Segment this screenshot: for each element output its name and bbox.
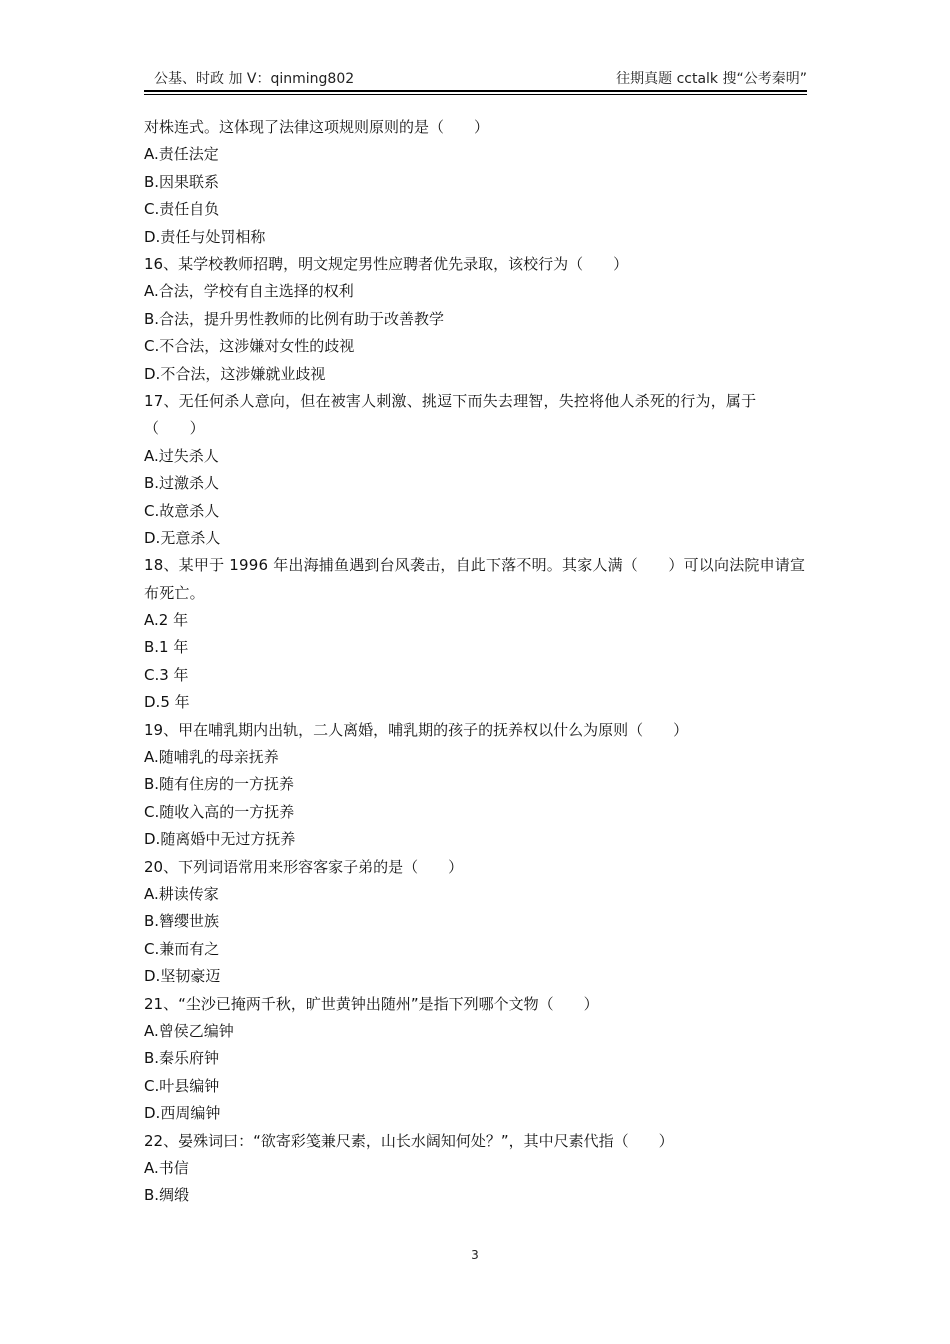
option-line: B.秦乐府钟 [144, 1049, 220, 1068]
option-line: C.故意杀人 [144, 501, 220, 520]
option-line: B.过激杀人 [144, 474, 220, 493]
option-line: B.簪缨世族 [144, 912, 220, 931]
header-rule-thin [144, 94, 807, 95]
question-21: 21、“尘沙已掩两千秋，旷世黄钟出随州”是指下列哪个文物（ ） [144, 994, 599, 1013]
option-line: B.因果联系 [144, 172, 220, 191]
option-line: B.随有住房的一方抚养 [144, 775, 295, 794]
option-line: C.不合法，这涉嫌对女性的歧视 [144, 337, 355, 356]
header-rule-thick [144, 90, 807, 92]
option-line: C.3 年 [144, 665, 189, 684]
question-17: 17、无任何杀人意向，但在被害人刺激、挑逗下而失去理智，失控将他人杀死的行为，属于（ ） [144, 391, 757, 438]
option-line: D.随离婚中无过方抚养 [144, 830, 296, 849]
option-line: A.过失杀人 [144, 446, 219, 465]
option-line: B.合法，提升男性教师的比例有助于改善教学 [144, 309, 445, 328]
page-header [144, 68, 807, 90]
option-line: A.书信 [144, 1158, 189, 1177]
option-line: A.合法，学校有自主选择的权利 [144, 282, 354, 301]
option-line: A.随哺乳的母亲抚养 [144, 748, 279, 767]
option-line: D.坚韧豪迈 [144, 967, 221, 986]
option-line: A.曾侯乙编钟 [144, 1021, 234, 1040]
text-line: 对株连式。这体现了法律这项规则原则的是（ ） [144, 118, 490, 136]
option-line: D.西周编钟 [144, 1104, 221, 1123]
option-line: D.不合法，这涉嫌就业歧视 [144, 364, 326, 383]
question-22: 22、晏殊词曰：“欲寄彩笺兼尺素，山长水阔知何处？”，其中尺素代指（ ） [144, 1131, 674, 1150]
option-line: D.无意杀人 [144, 528, 221, 547]
option-line: B.绸缎 [144, 1186, 190, 1205]
question-20: 20、下列词语常用来形容客家子弟的是（ ） [144, 857, 464, 876]
option-line: D.责任与处罚相称 [144, 227, 266, 246]
option-line: A.责任法定 [144, 145, 219, 164]
option-line: C.随收入高的一方抚养 [144, 802, 295, 821]
header-left-text: 公基、时政 加 V：qinming802 [154, 71, 355, 87]
option-line: C.责任自负 [144, 200, 220, 219]
question-16: 16、某学校教师招聘，明文规定男性应聘者优先录取，该校行为（ ） [144, 254, 629, 273]
header-right-text: 往期真题 cctalk 搜“公考秦明” [616, 71, 807, 87]
option-line: C.兼而有之 [144, 939, 220, 958]
option-line: D.5 年 [144, 693, 190, 712]
option-line: A.耕读传家 [144, 885, 219, 903]
question-19: 19、甲在哺乳期内出轨，二人离婚，哺乳期的孩子的抚养权以什么为原则（ ） [144, 720, 689, 739]
option-line: A.2 年 [144, 611, 189, 630]
option-line: C.叶县编钟 [144, 1076, 220, 1095]
document-body [144, 114, 807, 1210]
question-18: 18、某甲于 1996 年出海捕鱼遇到台风袭击，自此下落不明。其家人满（ ）可以向法院申请宣布死亡。 [144, 556, 806, 602]
page-number: 3 [471, 1248, 479, 1262]
option-line: B.1 年 [144, 638, 189, 657]
